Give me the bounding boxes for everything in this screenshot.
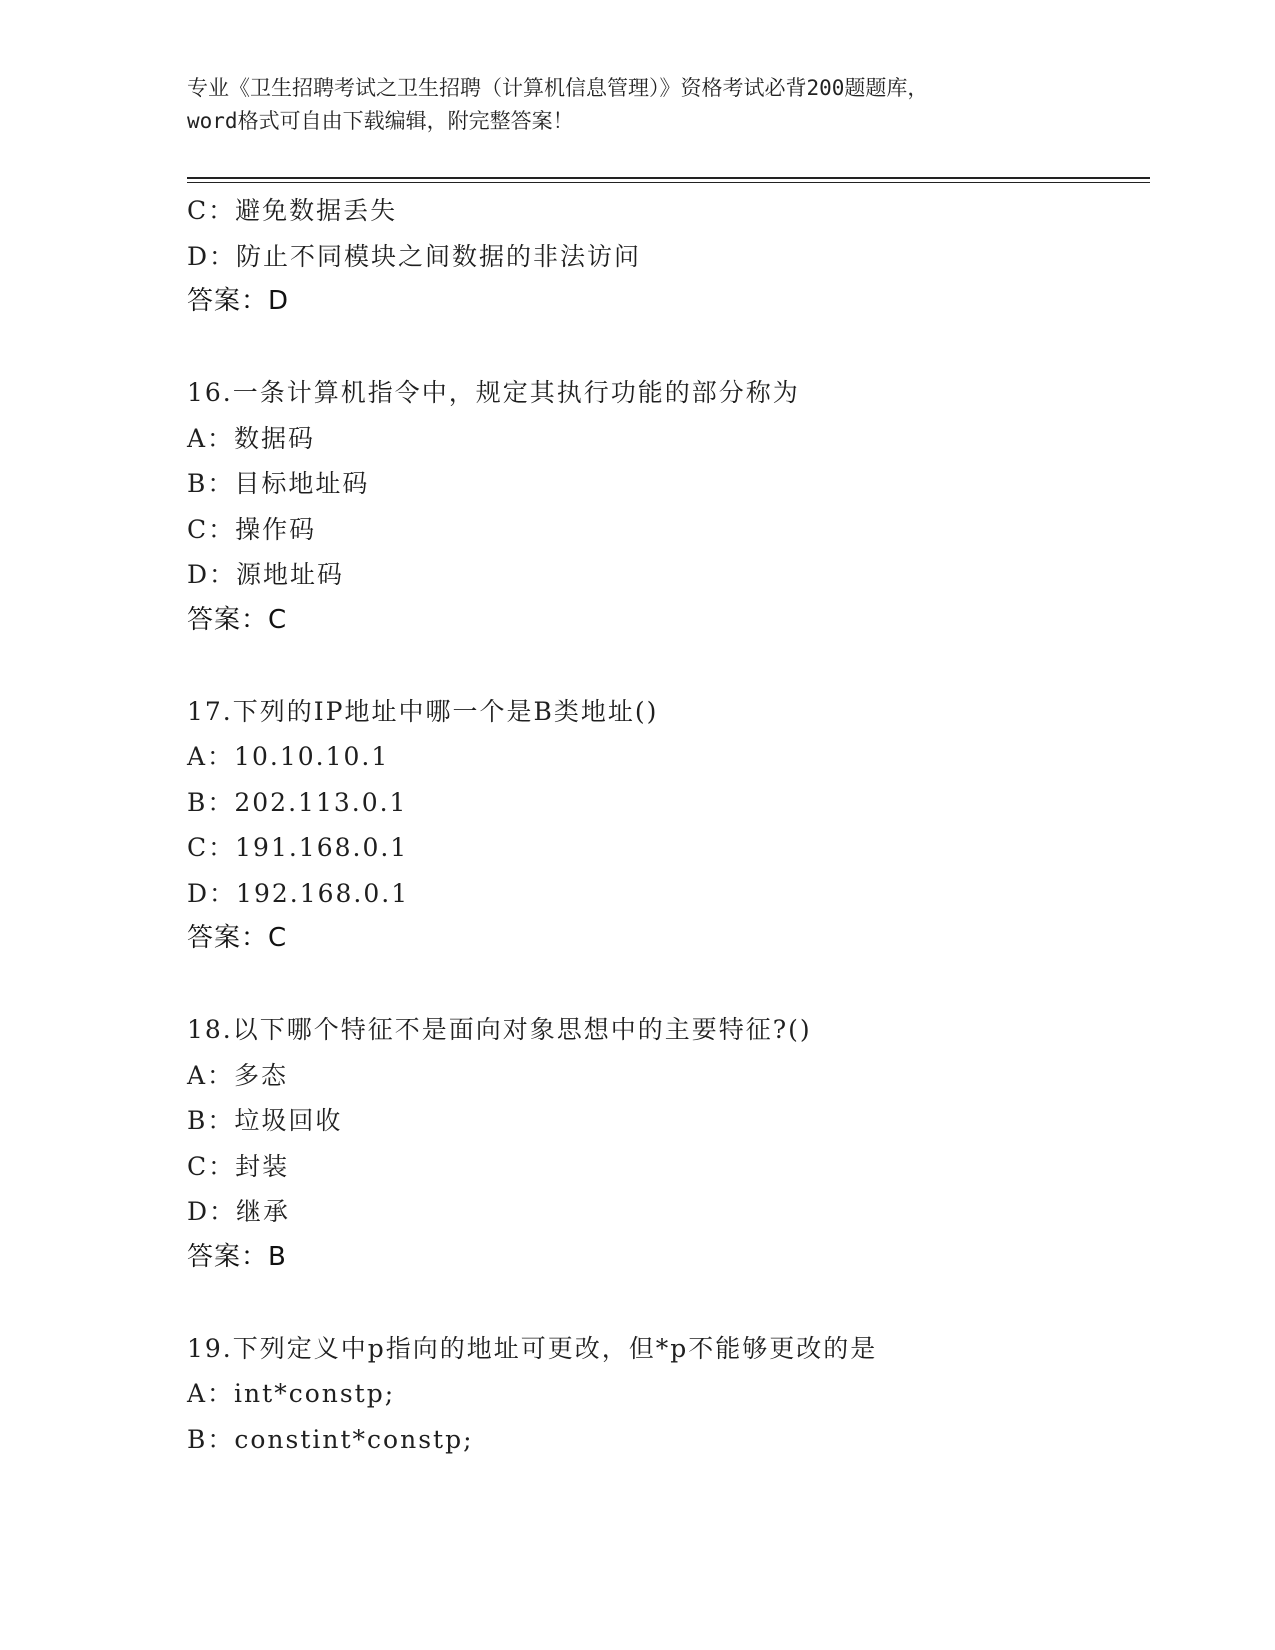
spacer: [187, 643, 1150, 689]
answer-line: 答案：D: [187, 286, 290, 316]
question-block-17: [187, 689, 1150, 962]
answer-line: 答案：B: [187, 1241, 287, 1272]
option-d: D：源地址码: [187, 560, 345, 589]
document-header: [187, 72, 1087, 138]
option-c: C：操作码: [187, 514, 317, 544]
header-rule-thick: [187, 177, 1150, 179]
option-b: B：202.113.0.1: [187, 787, 408, 817]
spacer: [187, 325, 1150, 371]
header-line-2: word格式可自由下载编辑，附完整答案！: [187, 109, 574, 133]
answer-line: 答案：C: [187, 604, 288, 635]
option-d: D：192.168.0.1: [187, 878, 410, 908]
question-block-prev: [187, 188, 1150, 325]
question-block-18: [187, 1007, 1150, 1280]
spacer: [187, 962, 1150, 1008]
option-c: C：封装: [187, 1151, 290, 1181]
option-b: B：垃圾回收: [187, 1106, 343, 1135]
option-c: C：191.168.0.1: [187, 833, 409, 862]
option-b: B：constint*constp;: [187, 1424, 474, 1454]
question-text: 16.一条计算机指令中，规定其执行功能的部分称为: [187, 378, 800, 407]
option-a: A：多态: [187, 1060, 289, 1090]
question-block-16: [187, 370, 1150, 643]
option-d: D：防止不同模块之间数据的非法访问: [187, 241, 642, 271]
option-d: D：继承: [187, 1197, 291, 1226]
question-text: 19.下列定义中p指向的地址可更改，但*p不能够更改的是: [187, 1333, 878, 1363]
option-b: B：目标地址码: [187, 469, 370, 498]
header-rule-thin: [187, 182, 1150, 183]
question-text: 18.以下哪个特征不是面向对象思想中的主要特征?(): [187, 1015, 812, 1044]
question-text: 17.下列的IP地址中哪一个是B类地址(): [187, 696, 659, 726]
option-c: C：避免数据丢失: [187, 196, 398, 225]
option-a: A：int*constp;: [187, 1379, 396, 1408]
header-line-1: 专业《卫生招聘考试之卫生招聘（计算机信息管理）》资格考试必背200题题库，: [187, 76, 929, 100]
option-a: A：10.10.10.1: [187, 742, 390, 771]
spacer: [187, 1280, 1150, 1326]
option-a: A：数据码: [187, 423, 316, 453]
answer-line: 答案：C: [187, 923, 288, 953]
question-list: [187, 188, 1150, 1462]
question-block-19: [187, 1326, 1150, 1463]
